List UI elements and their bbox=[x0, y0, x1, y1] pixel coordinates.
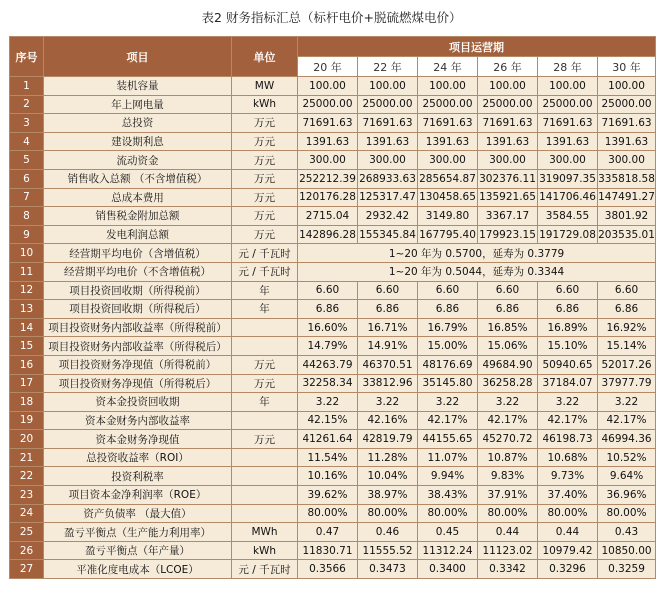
row-number: 11 bbox=[10, 262, 44, 281]
value-cell: 36258.28 bbox=[478, 374, 538, 393]
value-cell: 6.60 bbox=[358, 281, 418, 300]
row-number: 9 bbox=[10, 225, 44, 244]
row-label: 项目投资财务净现值（所得税前） bbox=[44, 355, 232, 374]
value-cell: 80.00% bbox=[538, 504, 598, 523]
value-cell: 6.60 bbox=[478, 281, 538, 300]
value-cell: 10.16% bbox=[298, 467, 358, 486]
value-cell: 335818.58 bbox=[598, 169, 656, 188]
value-cell: 42.17% bbox=[418, 411, 478, 430]
value-cell: 50940.65 bbox=[538, 355, 598, 374]
value-cell: 11123.02 bbox=[478, 541, 538, 560]
table-row bbox=[10, 355, 656, 374]
row-unit: 万元 bbox=[232, 188, 298, 207]
value-cell: 80.00% bbox=[598, 504, 656, 523]
row-label: 资本金投资回收期 bbox=[44, 393, 232, 412]
row-label: 经营期平均电价（不含增值税） bbox=[44, 262, 232, 281]
row-unit bbox=[232, 337, 298, 356]
value-cell: 11.07% bbox=[418, 448, 478, 467]
value-cell: 0.47 bbox=[298, 523, 358, 542]
value-cell: 2932.42 bbox=[358, 207, 418, 226]
value-cell: 10.87% bbox=[478, 448, 538, 467]
row-number: 7 bbox=[10, 188, 44, 207]
merged-value-cell: 1~20 年为 0.5700，延寿为 0.3779 bbox=[298, 244, 656, 263]
row-number: 27 bbox=[10, 560, 44, 579]
value-cell: 3.22 bbox=[418, 393, 478, 412]
value-cell: 0.44 bbox=[478, 523, 538, 542]
row-number: 13 bbox=[10, 300, 44, 319]
value-cell: 39.62% bbox=[298, 486, 358, 505]
value-cell: 130458.65 bbox=[418, 188, 478, 207]
value-cell: 9.73% bbox=[538, 467, 598, 486]
row-unit: 元 / 千瓦时 bbox=[232, 244, 298, 263]
value-cell: 36.96% bbox=[598, 486, 656, 505]
header-year: 26 年 bbox=[478, 57, 538, 77]
value-cell: 135921.65 bbox=[478, 188, 538, 207]
value-cell: 300.00 bbox=[478, 151, 538, 170]
value-cell: 16.79% bbox=[418, 318, 478, 337]
value-cell: 6.86 bbox=[298, 300, 358, 319]
row-label: 平准化度电成本（LCOE） bbox=[44, 560, 232, 579]
value-cell: 35145.80 bbox=[418, 374, 478, 393]
table-row bbox=[10, 77, 656, 96]
row-number: 12 bbox=[10, 281, 44, 300]
row-label: 资产负债率 （最大值） bbox=[44, 504, 232, 523]
value-cell: 42819.79 bbox=[358, 430, 418, 449]
row-label: 项目资本金净利润率（ROE） bbox=[44, 486, 232, 505]
row-unit: 万元 bbox=[232, 207, 298, 226]
value-cell: 319097.35 bbox=[538, 169, 598, 188]
value-cell: 0.3566 bbox=[298, 560, 358, 579]
value-cell: 3.22 bbox=[298, 393, 358, 412]
row-number: 25 bbox=[10, 523, 44, 542]
value-cell: 191729.08 bbox=[538, 225, 598, 244]
row-label: 销售收入总额 （不含增值税） bbox=[44, 169, 232, 188]
value-cell: 0.43 bbox=[598, 523, 656, 542]
value-cell: 141706.46 bbox=[538, 188, 598, 207]
value-cell: 0.3296 bbox=[538, 560, 598, 579]
value-cell: 147491.27 bbox=[598, 188, 656, 207]
row-unit: 万元 bbox=[232, 225, 298, 244]
value-cell: 80.00% bbox=[298, 504, 358, 523]
value-cell: 44263.79 bbox=[298, 355, 358, 374]
row-unit: 万元 bbox=[232, 151, 298, 170]
row-unit: 元 / 千瓦时 bbox=[232, 262, 298, 281]
header-year: 30 年 bbox=[598, 57, 656, 77]
value-cell: 11.28% bbox=[358, 448, 418, 467]
row-unit bbox=[232, 467, 298, 486]
row-label: 总投资 bbox=[44, 114, 232, 133]
row-number: 20 bbox=[10, 430, 44, 449]
value-cell: 300.00 bbox=[598, 151, 656, 170]
table-row bbox=[10, 411, 656, 430]
row-number: 22 bbox=[10, 467, 44, 486]
value-cell: 0.3342 bbox=[478, 560, 538, 579]
value-cell: 142896.28 bbox=[298, 225, 358, 244]
value-cell: 46994.36 bbox=[598, 430, 656, 449]
table-row bbox=[10, 393, 656, 412]
row-label: 资本金财务净现值 bbox=[44, 430, 232, 449]
table-row bbox=[10, 151, 656, 170]
value-cell: 11.54% bbox=[298, 448, 358, 467]
value-cell: 16.92% bbox=[598, 318, 656, 337]
value-cell: 285654.87 bbox=[418, 169, 478, 188]
row-unit bbox=[232, 486, 298, 505]
value-cell: 32258.34 bbox=[298, 374, 358, 393]
value-cell: 16.89% bbox=[538, 318, 598, 337]
value-cell: 3367.17 bbox=[478, 207, 538, 226]
table-row bbox=[10, 132, 656, 151]
value-cell: 15.00% bbox=[418, 337, 478, 356]
value-cell: 6.86 bbox=[598, 300, 656, 319]
value-cell: 42.17% bbox=[598, 411, 656, 430]
value-cell: 3584.55 bbox=[538, 207, 598, 226]
row-unit: 万元 bbox=[232, 132, 298, 151]
table-row bbox=[10, 318, 656, 337]
row-number: 8 bbox=[10, 207, 44, 226]
table-row bbox=[10, 430, 656, 449]
header-item: 项目 bbox=[44, 37, 232, 77]
row-number: 2 bbox=[10, 95, 44, 114]
row-unit: kWh bbox=[232, 95, 298, 114]
value-cell: 6.60 bbox=[418, 281, 478, 300]
value-cell: 37.40% bbox=[538, 486, 598, 505]
table-row bbox=[10, 448, 656, 467]
row-number: 26 bbox=[10, 541, 44, 560]
value-cell: 300.00 bbox=[358, 151, 418, 170]
value-cell: 11312.24 bbox=[418, 541, 478, 560]
value-cell: 3149.80 bbox=[418, 207, 478, 226]
table-row bbox=[10, 504, 656, 523]
row-unit bbox=[232, 504, 298, 523]
row-unit: kWh bbox=[232, 541, 298, 560]
row-label: 资本金财务内部收益率 bbox=[44, 411, 232, 430]
value-cell: 25000.00 bbox=[478, 95, 538, 114]
value-cell: 6.86 bbox=[418, 300, 478, 319]
value-cell: 25000.00 bbox=[298, 95, 358, 114]
value-cell: 80.00% bbox=[358, 504, 418, 523]
value-cell: 49684.90 bbox=[478, 355, 538, 374]
value-cell: 44155.65 bbox=[418, 430, 478, 449]
row-number: 15 bbox=[10, 337, 44, 356]
table-row bbox=[10, 244, 656, 263]
header-unit: 单位 bbox=[232, 37, 298, 77]
header-year: 22 年 bbox=[358, 57, 418, 77]
value-cell: 38.97% bbox=[358, 486, 418, 505]
value-cell: 1391.63 bbox=[598, 132, 656, 151]
value-cell: 203535.01 bbox=[598, 225, 656, 244]
table-row bbox=[10, 560, 656, 579]
value-cell: 252212.39 bbox=[298, 169, 358, 188]
value-cell: 100.00 bbox=[298, 77, 358, 96]
value-cell: 42.15% bbox=[298, 411, 358, 430]
table-row bbox=[10, 374, 656, 393]
row-unit: 万元 bbox=[232, 430, 298, 449]
row-number: 18 bbox=[10, 393, 44, 412]
value-cell: 1391.63 bbox=[358, 132, 418, 151]
value-cell: 0.3259 bbox=[598, 560, 656, 579]
header-year: 28 年 bbox=[538, 57, 598, 77]
value-cell: 6.60 bbox=[598, 281, 656, 300]
value-cell: 15.06% bbox=[478, 337, 538, 356]
value-cell: 38.43% bbox=[418, 486, 478, 505]
value-cell: 179923.15 bbox=[478, 225, 538, 244]
row-label: 项目投资财务内部收益率（所得税前） bbox=[44, 318, 232, 337]
row-unit: 年 bbox=[232, 281, 298, 300]
value-cell: 45270.72 bbox=[478, 430, 538, 449]
row-number: 24 bbox=[10, 504, 44, 523]
row-unit bbox=[232, 318, 298, 337]
value-cell: 10979.42 bbox=[538, 541, 598, 560]
row-unit: 万元 bbox=[232, 355, 298, 374]
row-number: 16 bbox=[10, 355, 44, 374]
row-number: 17 bbox=[10, 374, 44, 393]
value-cell: 48176.69 bbox=[418, 355, 478, 374]
value-cell: 10.04% bbox=[358, 467, 418, 486]
value-cell: 6.60 bbox=[298, 281, 358, 300]
header-year: 20 年 bbox=[298, 57, 358, 77]
value-cell: 0.45 bbox=[418, 523, 478, 542]
value-cell: 302376.11 bbox=[478, 169, 538, 188]
row-unit: 元 / 千瓦时 bbox=[232, 560, 298, 579]
value-cell: 300.00 bbox=[418, 151, 478, 170]
financial-summary-table bbox=[9, 36, 656, 579]
value-cell: 3801.92 bbox=[598, 207, 656, 226]
value-cell: 10.52% bbox=[598, 448, 656, 467]
value-cell: 41261.64 bbox=[298, 430, 358, 449]
row-number: 14 bbox=[10, 318, 44, 337]
value-cell: 15.10% bbox=[538, 337, 598, 356]
value-cell: 1391.63 bbox=[478, 132, 538, 151]
value-cell: 37977.79 bbox=[598, 374, 656, 393]
value-cell: 3.22 bbox=[598, 393, 656, 412]
row-label: 总成本费用 bbox=[44, 188, 232, 207]
value-cell: 33812.96 bbox=[358, 374, 418, 393]
value-cell: 6.86 bbox=[358, 300, 418, 319]
row-number: 23 bbox=[10, 486, 44, 505]
row-number: 1 bbox=[10, 77, 44, 96]
value-cell: 16.85% bbox=[478, 318, 538, 337]
table-row bbox=[10, 114, 656, 133]
row-label: 项目投资回收期（所得税前） bbox=[44, 281, 232, 300]
row-number: 3 bbox=[10, 114, 44, 133]
value-cell: 16.71% bbox=[358, 318, 418, 337]
value-cell: 42.16% bbox=[358, 411, 418, 430]
value-cell: 71691.63 bbox=[358, 114, 418, 133]
value-cell: 71691.63 bbox=[298, 114, 358, 133]
value-cell: 71691.63 bbox=[598, 114, 656, 133]
value-cell: 80.00% bbox=[478, 504, 538, 523]
value-cell: 0.3473 bbox=[358, 560, 418, 579]
table-row bbox=[10, 281, 656, 300]
value-cell: 120176.28 bbox=[298, 188, 358, 207]
value-cell: 14.91% bbox=[358, 337, 418, 356]
value-cell: 42.17% bbox=[478, 411, 538, 430]
value-cell: 100.00 bbox=[478, 77, 538, 96]
value-cell: 3.22 bbox=[358, 393, 418, 412]
value-cell: 1391.63 bbox=[298, 132, 358, 151]
value-cell: 71691.63 bbox=[418, 114, 478, 133]
row-label: 装机容量 bbox=[44, 77, 232, 96]
row-label: 盈亏平衡点（年产量） bbox=[44, 541, 232, 560]
value-cell: 6.86 bbox=[478, 300, 538, 319]
table-row bbox=[10, 169, 656, 188]
table-row bbox=[10, 523, 656, 542]
value-cell: 52017.26 bbox=[598, 355, 656, 374]
table-row bbox=[10, 467, 656, 486]
row-unit: 万元 bbox=[232, 114, 298, 133]
row-unit: 万元 bbox=[232, 374, 298, 393]
value-cell: 25000.00 bbox=[538, 95, 598, 114]
value-cell: 10.68% bbox=[538, 448, 598, 467]
table-row bbox=[10, 262, 656, 281]
merged-value-cell: 1~20 年为 0.5044，延寿为 0.3344 bbox=[298, 262, 656, 281]
row-unit: MWh bbox=[232, 523, 298, 542]
row-number: 4 bbox=[10, 132, 44, 151]
row-label: 盈亏平衡点（生产能力利用率） bbox=[44, 523, 232, 542]
row-number: 21 bbox=[10, 448, 44, 467]
row-number: 19 bbox=[10, 411, 44, 430]
value-cell: 6.86 bbox=[538, 300, 598, 319]
table-row bbox=[10, 541, 656, 560]
value-cell: 3.22 bbox=[478, 393, 538, 412]
table-row bbox=[10, 188, 656, 207]
value-cell: 155345.84 bbox=[358, 225, 418, 244]
value-cell: 0.3400 bbox=[418, 560, 478, 579]
value-cell: 0.46 bbox=[358, 523, 418, 542]
table-row bbox=[10, 207, 656, 226]
row-label: 项目投资回收期（所得税后） bbox=[44, 300, 232, 319]
row-label: 年上网电量 bbox=[44, 95, 232, 114]
value-cell: 3.22 bbox=[538, 393, 598, 412]
row-label: 经营期平均电价（含增值税） bbox=[44, 244, 232, 263]
row-unit bbox=[232, 448, 298, 467]
value-cell: 15.14% bbox=[598, 337, 656, 356]
table-row bbox=[10, 95, 656, 114]
value-cell: 25000.00 bbox=[358, 95, 418, 114]
value-cell: 10850.00 bbox=[598, 541, 656, 560]
row-label: 项目投资财务内部收益率（所得税后） bbox=[44, 337, 232, 356]
value-cell: 2715.04 bbox=[298, 207, 358, 226]
header-year: 24 年 bbox=[418, 57, 478, 77]
row-label: 建设期利息 bbox=[44, 132, 232, 151]
value-cell: 6.60 bbox=[538, 281, 598, 300]
value-cell: 37184.07 bbox=[538, 374, 598, 393]
value-cell: 268933.63 bbox=[358, 169, 418, 188]
header-operation-period: 项目运营期 bbox=[298, 37, 656, 57]
row-unit: 年 bbox=[232, 393, 298, 412]
value-cell: 25000.00 bbox=[418, 95, 478, 114]
value-cell: 11830.71 bbox=[298, 541, 358, 560]
row-number: 10 bbox=[10, 244, 44, 263]
value-cell: 9.83% bbox=[478, 467, 538, 486]
row-number: 6 bbox=[10, 169, 44, 188]
value-cell: 100.00 bbox=[598, 77, 656, 96]
row-label: 发电利润总额 bbox=[44, 225, 232, 244]
value-cell: 9.64% bbox=[598, 467, 656, 486]
value-cell: 16.60% bbox=[298, 318, 358, 337]
value-cell: 37.91% bbox=[478, 486, 538, 505]
value-cell: 1391.63 bbox=[538, 132, 598, 151]
row-label: 投资利税率 bbox=[44, 467, 232, 486]
row-unit: 年 bbox=[232, 300, 298, 319]
value-cell: 80.00% bbox=[418, 504, 478, 523]
value-cell: 11555.52 bbox=[358, 541, 418, 560]
value-cell: 300.00 bbox=[538, 151, 598, 170]
table-row bbox=[10, 337, 656, 356]
value-cell: 100.00 bbox=[418, 77, 478, 96]
table-row bbox=[10, 225, 656, 244]
header-no: 序号 bbox=[10, 37, 44, 77]
table-row bbox=[10, 486, 656, 505]
table-caption: 表2 财务指标汇总（标杆电价+脱硫燃煤电价） bbox=[201, 10, 462, 25]
value-cell: 125317.47 bbox=[358, 188, 418, 207]
value-cell: 42.17% bbox=[538, 411, 598, 430]
row-number: 5 bbox=[10, 151, 44, 170]
value-cell: 100.00 bbox=[358, 77, 418, 96]
value-cell: 1391.63 bbox=[418, 132, 478, 151]
value-cell: 167795.40 bbox=[418, 225, 478, 244]
table-body bbox=[10, 77, 656, 579]
row-label: 项目投资财务净现值（所得税后） bbox=[44, 374, 232, 393]
row-label: 销售税金附加总额 bbox=[44, 207, 232, 226]
value-cell: 9.94% bbox=[418, 467, 478, 486]
row-label: 流动资金 bbox=[44, 151, 232, 170]
value-cell: 0.44 bbox=[538, 523, 598, 542]
value-cell: 46370.51 bbox=[358, 355, 418, 374]
row-unit bbox=[232, 411, 298, 430]
row-unit: 万元 bbox=[232, 169, 298, 188]
table-row bbox=[10, 300, 656, 319]
value-cell: 25000.00 bbox=[598, 95, 656, 114]
value-cell: 46198.73 bbox=[538, 430, 598, 449]
value-cell: 100.00 bbox=[538, 77, 598, 96]
value-cell: 71691.63 bbox=[538, 114, 598, 133]
row-unit: MW bbox=[232, 77, 298, 96]
value-cell: 71691.63 bbox=[478, 114, 538, 133]
value-cell: 14.79% bbox=[298, 337, 358, 356]
row-label: 总投资收益率（ROI） bbox=[44, 448, 232, 467]
value-cell: 300.00 bbox=[298, 151, 358, 170]
